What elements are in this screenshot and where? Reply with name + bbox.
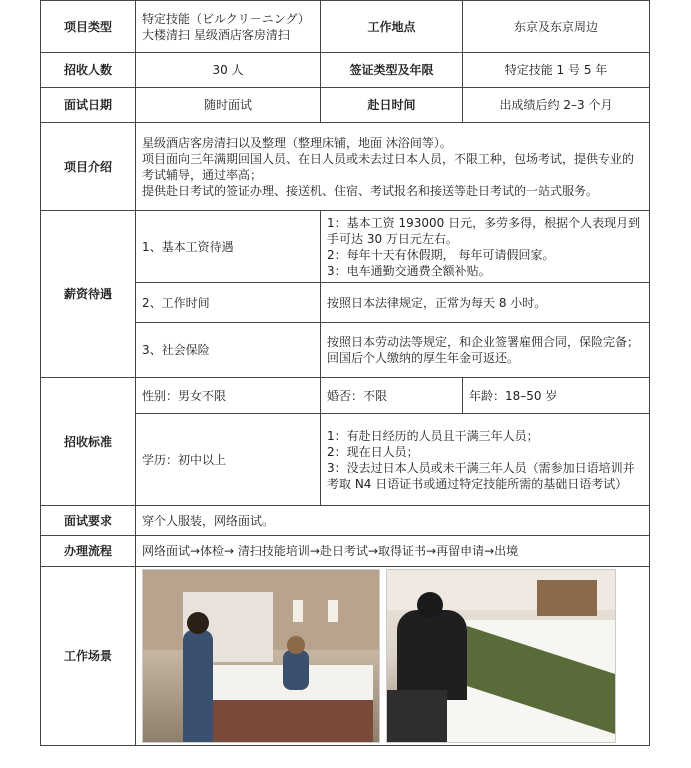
requirement-line: 1：有赴日经历的人员且干满三年人员； — [327, 428, 539, 443]
salary-detail-line: 3：电车通勤交通费全额补贴。 — [327, 263, 491, 278]
row-interview-date — [41, 88, 650, 123]
hotel-cleaning-photo-1 — [142, 569, 380, 743]
visa-value: 特定技能 1 号 5 年 — [463, 53, 650, 88]
marriage-value: 婚否：不限 — [321, 378, 463, 414]
requirement-text — [321, 414, 650, 506]
salary-item-detail — [321, 211, 650, 283]
interview-req-value: 穿个人服装，网络面试。 — [136, 506, 650, 536]
row-process — [41, 536, 650, 567]
hotel-cleaning-photo-2 — [386, 569, 616, 743]
scene-label: 工作场景 — [41, 567, 136, 746]
education-value: 学历：初中以上 — [136, 414, 321, 506]
recruit-value: 30 人 — [136, 53, 321, 88]
intro-line: 星级酒店客房清扫以及整理（整理床铺，地面 沐浴间等）。 — [142, 135, 452, 150]
intro-line: 项目面向三年满期回国人员、在日人员或未去过日本人员，不限工种，包场考试，提供专业的考试辅导，通过率高； — [142, 151, 635, 182]
row-recruit — [41, 53, 650, 88]
project-type-line1: 特定技能（ビルクリ－ニング） — [142, 11, 310, 26]
interview-req-label: 面试要求 — [41, 506, 136, 536]
intro-line: 提供赴日考试的签证办理、接送机、住宿、考试报名和接送等赴日考试的一站式服务。 — [142, 183, 599, 198]
project-type-value — [136, 1, 321, 53]
work-location-label: 工作地点 — [321, 1, 463, 53]
departure-value: 出成绩后约 2–3 个月 — [463, 88, 650, 123]
process-label: 办理流程 — [41, 536, 136, 567]
work-location-value: 东京及东京周边 — [463, 1, 650, 53]
salary-detail-line: 2：每年十天有休假期， 每年可请假回家。 — [327, 247, 555, 262]
requirement-line: 3：没去过日本人员或未干满三年人员（需参加日语培训并考取 N4 日语证书或通过特定技能所需的基础日语考试） — [327, 460, 635, 491]
salary-label: 薪资待遇 — [41, 211, 136, 378]
row-project-type — [41, 1, 650, 53]
intro-text — [136, 123, 650, 211]
salary-item-name: 2、工作时间 — [136, 283, 321, 323]
row-scene — [41, 567, 650, 746]
requirement-line: 2：现在日人员； — [327, 444, 419, 459]
salary-detail-line: 1：基本工资 193000 日元，多劳多得，根据个人表现月到手可达 30 万日元左右。 — [327, 215, 641, 246]
row-salary-base — [41, 211, 650, 283]
standard-label: 招收标准 — [41, 378, 136, 506]
row-interview-req — [41, 506, 650, 536]
project-type-line2: 大楼清扫 星级酒店客房清扫 — [142, 27, 290, 42]
interview-date-label: 面试日期 — [41, 88, 136, 123]
recruit-label: 招收人数 — [41, 53, 136, 88]
visa-label: 签证类型及年限 — [321, 53, 463, 88]
interview-date-value: 随时面试 — [136, 88, 321, 123]
process-value: 网络面试→体检→ 清扫技能培训→赴日考试→取得证书→再留申请→出境 — [136, 536, 650, 567]
row-standard-basic — [41, 378, 650, 414]
recruitment-table — [40, 0, 650, 746]
salary-item-detail: 按照日本劳动法等规定，和企业签署雇佣合同，保险完备；回国后个人缴纳的厚生年金可返还。 — [321, 323, 650, 378]
salary-item-name: 3、社会保险 — [136, 323, 321, 378]
departure-label: 赴日时间 — [321, 88, 463, 123]
scene-photos — [136, 567, 650, 746]
intro-label: 项目介绍 — [41, 123, 136, 211]
salary-item-detail: 按照日本法律规定，正常为每天 8 小时。 — [321, 283, 650, 323]
age-value: 年龄：18–50 岁 — [463, 378, 650, 414]
gender-value: 性别：男女不限 — [136, 378, 321, 414]
row-intro — [41, 123, 650, 211]
salary-item-name: 1、基本工资待遇 — [136, 211, 321, 283]
project-type-label: 项目类型 — [41, 1, 136, 53]
